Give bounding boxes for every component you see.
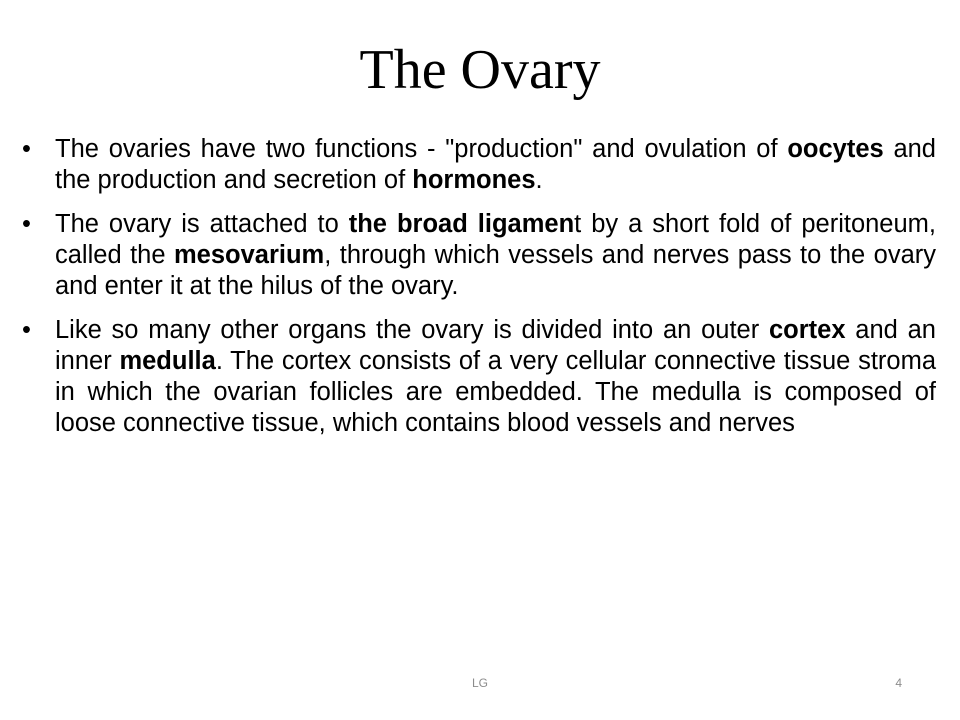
bullet-marker: • (22, 210, 31, 238)
bullet-text (55, 316, 936, 437)
bullet-marker: • (22, 135, 31, 163)
page-number: 4 (895, 676, 902, 690)
bullet-item (22, 209, 936, 302)
bullet-marker: • (22, 316, 31, 344)
bullet-text (55, 210, 936, 300)
bold-term: hormones (412, 166, 536, 194)
bullet-list (22, 134, 936, 452)
text-run: . The cortex consists of a very cellular connective tissue stroma in which the ovarian follicles are embedded. The medulla is composed of loose connective tissue, which contains blood vessels and nerves (55, 347, 937, 437)
text-run: The ovaries have two functions - "production" and ovulation of (55, 135, 788, 163)
text-run: Like so many other organs the ovary is divided into an outer (55, 316, 769, 344)
text-run: and the production and secretion of (55, 135, 936, 194)
bold-term: cortex (768, 316, 846, 344)
text-run: , through which vessels and nerves pass to the ovary and enter it at the hilus of the ovary. (55, 241, 937, 300)
bold-term: oocytes (787, 135, 884, 163)
bold-term: medulla (119, 347, 216, 375)
text-run: t by a short fold of peritoneum, called the (55, 210, 936, 269)
text-run: The ovary is attached to (55, 210, 349, 238)
text-run: and an inner (55, 316, 936, 375)
text-run: . (535, 166, 543, 194)
bullet-item (22, 134, 936, 196)
footer-label: LG (471, 676, 488, 690)
bold-term: the broad ligamen (348, 210, 575, 238)
bold-term: mesovarium (173, 241, 325, 269)
bullet-item (22, 315, 936, 439)
slide-title: The Ovary (359, 39, 601, 101)
bullet-text (55, 135, 936, 194)
